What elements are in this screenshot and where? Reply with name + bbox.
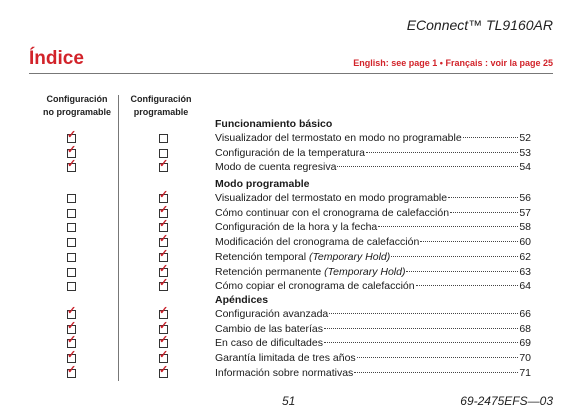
- toc-entry-page: 53: [519, 146, 531, 159]
- check-icon: ✓: [159, 247, 169, 260]
- toc-entry-text: Visualizador del termostato en modo no programable: [215, 132, 462, 144]
- check-icon: ✓: [159, 158, 169, 171]
- toc-entry-text: Configuración avanzada: [215, 308, 329, 320]
- toc-entry[interactable]: [215, 235, 531, 249]
- toc-entry[interactable]: [215, 265, 531, 279]
- toc-entry-page: 52: [519, 132, 531, 144]
- language-note: English: see page 1 • Français : voir la page 25: [353, 58, 553, 68]
- programmable-checkbox: [159, 319, 169, 334]
- check-icon: ✓: [159, 305, 169, 317]
- toc-entry-text: Retención temporal (Temporary Hold): [215, 250, 391, 263]
- check-icon: ✓: [67, 334, 77, 347]
- leader-dots: [378, 226, 518, 227]
- toc-entry[interactable]: [215, 351, 531, 365]
- footer-document-number: 69-2475EFS—03: [460, 394, 553, 408]
- toc-entry-page: 63: [519, 265, 531, 278]
- toc-entry[interactable]: [215, 206, 531, 220]
- nonprogrammable-checkbox: [67, 282, 76, 291]
- programmable-checkbox: [159, 218, 169, 232]
- leader-dots: [324, 342, 518, 343]
- nonprogrammable-checkbox: [67, 268, 76, 277]
- toc-entry-text: Garantía limitada de tres años: [215, 352, 356, 365]
- nonprogrammable-checkbox: [67, 143, 77, 158]
- leader-dots: [391, 256, 518, 257]
- toc-entry-page: 68: [519, 322, 531, 335]
- programmable-checkbox: [159, 363, 169, 378]
- leader-dots: [357, 357, 519, 358]
- check-icon: ✓: [159, 203, 169, 216]
- leader-dots: [420, 241, 518, 242]
- column-divider: [118, 95, 119, 381]
- page-title: Índice: [29, 48, 84, 69]
- toc-entry[interactable]: [215, 191, 531, 205]
- toc-entry[interactable]: [215, 307, 531, 321]
- toc-entry[interactable]: [215, 366, 531, 380]
- check-icon: ✓: [67, 319, 77, 332]
- programmable-checkbox: [159, 305, 169, 319]
- programmable-checkbox: [159, 277, 169, 291]
- toc-entry-page: 71: [519, 366, 531, 379]
- column-header-nonprogrammable: Configuración no programable: [42, 94, 111, 117]
- check-icon: ✓: [67, 305, 77, 317]
- toc-entry-text: Retención permanente (Temporary Hold): [215, 265, 406, 278]
- toc-entry[interactable]: [215, 336, 531, 350]
- toc-entry-text: Cómo copiar el cronograma de calefacción: [215, 280, 415, 293]
- nonprogrammable-checkbox: [67, 209, 76, 218]
- check-icon: ✓: [67, 363, 77, 376]
- check-icon: ✓: [159, 189, 169, 201]
- programmable-checkbox: [159, 203, 169, 218]
- toc-entry-text: En caso de dificultades: [215, 337, 323, 350]
- toc-entry-page: 64: [519, 280, 531, 293]
- toc-entry-page: 70: [519, 352, 531, 365]
- nonprogrammable-checkbox: [67, 334, 77, 348]
- nonprogrammable-checkbox: [67, 253, 76, 262]
- leader-dots: [416, 285, 519, 286]
- check-icon: ✓: [159, 319, 169, 332]
- programmable-checkbox: [159, 233, 169, 247]
- leader-dots: [366, 152, 518, 153]
- product-name: EConnect™ TL9160AR: [406, 17, 553, 33]
- check-icon: ✓: [159, 363, 169, 376]
- check-icon: ✓: [67, 158, 77, 171]
- toc-entry-text: Cómo continuar con el cronograma de calefacción: [215, 206, 450, 219]
- leader-dots: [324, 328, 518, 329]
- leader-dots: [329, 313, 518, 314]
- programmable-checkbox: [159, 158, 169, 172]
- programmable-checkbox: [159, 334, 169, 348]
- section-title: Apéndices: [215, 294, 269, 306]
- leader-dots: [337, 166, 518, 167]
- leader-dots: [354, 372, 518, 373]
- programmable-checkbox: [159, 134, 168, 143]
- toc-entry-page: 56: [519, 192, 531, 204]
- toc-entry-page: 58: [519, 221, 531, 234]
- nonprogrammable-checkbox: [67, 319, 77, 334]
- toc-entry[interactable]: [215, 279, 531, 293]
- check-icon: ✓: [67, 129, 77, 141]
- toc-entry-page: 54: [519, 161, 531, 174]
- nonprogrammable-checkbox: [67, 349, 77, 363]
- section-title: Funcionamiento básico: [215, 118, 333, 130]
- title-rule: [29, 73, 553, 74]
- toc-entry-text: Configuración de la hora y la fecha: [215, 221, 378, 234]
- toc-entry[interactable]: [215, 220, 531, 234]
- toc-entry[interactable]: [215, 131, 531, 145]
- toc-entry-page: 57: [519, 206, 531, 219]
- nonprogrammable-checkbox: [67, 129, 77, 143]
- toc-entry-text: Información sobre normativas: [215, 366, 354, 379]
- programmable-checkbox: [159, 247, 169, 262]
- toc-entry-text: Cambio de las baterías: [215, 322, 323, 335]
- toc-entry[interactable]: [215, 160, 531, 174]
- column-header-programmable: Configuración programable: [130, 94, 192, 117]
- nonprogrammable-checkbox: [67, 223, 76, 232]
- check-icon: ✓: [159, 349, 169, 362]
- nonprogrammable-checkbox: [67, 238, 76, 247]
- nonprogrammable-checkbox: [67, 363, 77, 378]
- toc-entry-text: Configuración de la temperatura: [215, 146, 366, 159]
- leader-dots: [406, 271, 518, 272]
- toc-entry-text: Visualizador del termostato en modo programable: [215, 192, 448, 204]
- footer-page-number: 51: [282, 394, 296, 408]
- programmable-checkbox: [159, 349, 169, 363]
- check-icon: ✓: [67, 143, 77, 156]
- leader-dots: [450, 212, 518, 213]
- toc-entry-page: 69: [519, 337, 531, 350]
- check-icon: ✓: [67, 349, 77, 362]
- leader-dots: [448, 197, 518, 198]
- leader-dots: [463, 137, 519, 138]
- programmable-checkbox: [159, 189, 169, 203]
- check-icon: ✓: [159, 334, 169, 347]
- toc-entry-page: 66: [519, 308, 531, 320]
- check-icon: ✓: [159, 233, 169, 246]
- nonprogrammable-checkbox: [67, 305, 77, 319]
- toc-entry-text: Modificación del cronograma de calefacción: [215, 236, 420, 249]
- toc-entry-text: Modo de cuenta regresiva: [215, 161, 337, 174]
- programmable-checkbox: [159, 149, 168, 158]
- check-icon: ✓: [159, 262, 169, 275]
- toc-entry-page: 62: [519, 250, 531, 263]
- section-title: Modo programable: [215, 178, 310, 190]
- toc-entry[interactable]: [215, 322, 531, 336]
- toc-entry-page: 60: [519, 236, 531, 249]
- toc-entry[interactable]: [215, 146, 531, 160]
- nonprogrammable-checkbox: [67, 194, 76, 203]
- check-icon: ✓: [159, 277, 169, 290]
- toc-entry[interactable]: [215, 250, 531, 264]
- nonprogrammable-checkbox: [67, 158, 77, 172]
- programmable-checkbox: [159, 262, 169, 277]
- check-icon: ✓: [159, 218, 169, 231]
